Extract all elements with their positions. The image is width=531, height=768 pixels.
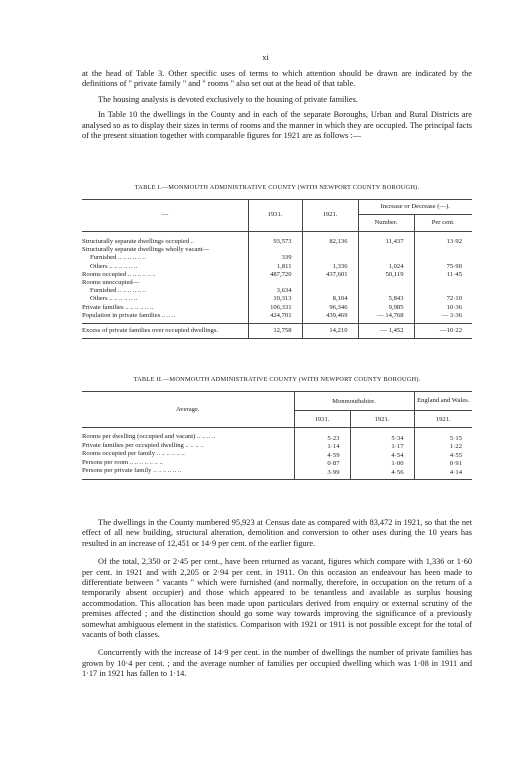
table-row [82,442,472,451]
cell-1921: 82,136 [302,238,358,246]
row-label: Private families .. [82,303,129,311]
table-row [82,312,472,324]
cell-percent: — 3·36 [414,312,472,324]
header-1921: 1921. [350,411,414,428]
cell-1931: 93,573 [248,238,302,246]
cell-1921: 5·34 [350,433,414,442]
cell-1921: 4·54 [350,450,414,459]
leader-dots: .. .. .. .. [185,441,204,449]
table-row [82,263,472,271]
row-label: Population in private families .. [82,311,166,319]
cell-1921: 4·56 [350,467,414,479]
page-number: xi [262,52,269,62]
cell-1931: 3,634 [248,287,302,295]
cell-percent: 10·36 [414,304,472,312]
row-label: Others [90,262,108,270]
row-label: Structurally separate dwellings occupied [82,238,190,245]
header-monmouthshire: Monmouthshire. [294,392,414,411]
leader-dots: .. [190,238,195,245]
cell-number: — 14,768 [358,312,414,324]
header-1921-ew: 1921. [414,411,472,428]
cell-ew-1921: 1·22 [414,442,472,451]
leader-dots: .. .. .. .. .. .. [109,295,138,303]
row-label: Private families per occupied dwelling [82,441,184,449]
cell-number: 5,843 [358,295,414,303]
row-label: Rooms unoccupied— [82,279,140,287]
cell-1921: 8,104 [302,295,358,303]
leader-dots: .. .. .. .. .. [132,270,156,278]
leader-dots: .. .. .. .. .. .. [153,467,182,475]
cell-1931: 10,313 [248,295,302,303]
cell-1931: 1,811 [248,263,302,271]
cell-1931: 1·14 [294,442,350,451]
row-label: Rooms per dwelling (occupied and vacant) [82,433,196,440]
header-1931: 1931. [248,200,302,232]
table-row [82,246,472,254]
cell-ew-1921: 0·91 [414,459,472,468]
cell-1921: 1·00 [350,459,414,468]
header-change: Increase or Decrease (—). [358,200,472,215]
leader-dots: .. .. .. .. [197,433,216,440]
table-row [82,304,472,312]
table-row [82,459,472,468]
cell-1921: 437,601 [302,271,358,279]
table-2 [82,391,472,480]
row-label: Others [90,295,108,303]
leader-dots: .. .. .. .. .. [130,303,154,311]
header-1921: 1921. [302,200,358,232]
row-label: Furnished [90,254,117,262]
cell-1921: 1·17 [350,442,414,451]
leader-dots: .. .. .. .. .. .. [118,254,147,262]
cell-1931: 339 [248,254,302,262]
cell-1921: 96,346 [302,304,358,312]
cell-1931: 5·23 [294,433,350,442]
header-1931: 1931. [294,411,350,428]
cell-1931: 487,720 [248,271,302,279]
leader-dots: .. .. .. .. .. .. [118,287,147,295]
paragraph-4: The dwellings in the County numbered 95,923 at Census date as compared with 83,472 in 1921, so that the net effect of all new building, structural alteration, demolition and conversion to other uses during the 10 years has resulted in an increase of 12,451 or 14·9 per cent. of the earlier figure. [82,518,472,548]
cell-1921: 439,469 [302,312,358,324]
cell-1931: 12,758 [248,324,302,339]
table-row [82,271,472,279]
paragraph-6: Concurrently with the increase of 14·9 per cent. in the number of dwellings the number of private families has grown by 10·4 per cent. ; and the average number of families per occupied dwelling which was 1·08 in 1911 and 1·17 in 1921 has fallen to 1·14. [82,648,472,679]
cell-percent: 13·92 [414,238,472,246]
leader-dots: .. .. .. .. .. .. [109,262,138,270]
cell-1931: 106,331 [248,304,302,312]
table-row [82,287,472,295]
cell-number: 50,119 [358,271,414,279]
paragraph-3: In Table 10 the dwellings in the County and in each of the separate Boroughs, Urban and Rural Districts are analysed so as to display their sizes in terms of rooms and the manner in which they are occupied. The principal facts of the present situation together with comparable figures for 1921 are as follows :— [82,110,472,141]
cell-number: 11,437 [358,238,414,246]
cell-1931: 4·59 [294,450,350,459]
table-row [82,254,472,262]
cell-percent: 72·10 [414,295,472,303]
row-label: Persons per private family [82,467,152,475]
paragraph-1: at the head of Table 3. Other specific uses of terms to which attention should be drawn are indicated by the definitions of " private family " and " rooms " also set out at the head of that table. [82,69,472,89]
cell-1931: 0·87 [294,459,350,468]
table-1-caption: TABLE I.—MONMOUTH ADMINISTRATIVE COUNTY (WITH NEWPORT COUNTY BOROUGH). [134,184,420,191]
row-label: Persons per room [82,458,129,466]
table-row [82,324,472,339]
cell-percent: —10·22 [414,324,472,339]
cell-1931: 3·99 [294,467,350,479]
table-row [82,467,472,479]
row-label: Furnished [90,287,117,295]
table-row [82,238,472,246]
table-row [82,295,472,303]
header-number: Number. [358,215,414,232]
table-1 [82,199,472,339]
cell-1921: 1,336 [302,263,358,271]
table-row [82,450,472,459]
leader-dots: .. .. .. .. .. .. [156,450,185,458]
cell-percent: 75·90 [414,263,472,271]
row-label: Excess of private families over occupied dwellings. [82,324,248,339]
cell-1921: 14,210 [302,324,358,339]
row-label: Rooms occupied per family [82,450,156,458]
body-paragraphs [82,518,472,680]
leader-dots: .. .. [166,311,176,319]
header-percent: Per cent. [414,215,472,232]
row-label: Rooms occupied .. [82,270,132,278]
stub-header-dash: — [82,200,248,232]
header-average: Average. [82,392,294,428]
table-2-caption: TABLE II.—MONMOUTH ADMINISTRATIVE COUNTY (WITH NEWPORT COUNTY BOROUGH). [133,376,421,383]
intro-paragraphs [82,69,472,141]
leader-dots: .. .. .. .. .. .. .. [129,458,163,466]
cell-ew-1921: 4·55 [414,450,472,459]
cell-number: — 1,452 [358,324,414,339]
cell-number: 9,985 [358,304,414,312]
cell-ew-1921: 4·14 [414,467,472,479]
paragraph-2: The housing analysis is devoted exclusively to the housing of private families. [98,94,358,104]
row-label: Structurally separate dwellings wholly vacant— [82,246,210,254]
table-row [82,279,472,287]
cell-ew-1921: 5·15 [414,433,472,442]
paragraph-5: Of the total, 2,350 or 2·45 per cent., have been returned as vacant, figures which compare with 1,336 or 1·60 per cent. in 1921 and with 2,205 or 2·94 per cent. in 1911. On this occasion an endeavour has been made to differentiate between " vacants " which were furnished (and normally, therefore, in occupation on the return of a temporarily absent occupier) and those which appeared to be tenantless and available as surplus housing accommodation. This allocation has been made upon particulars derived from enquiry or external scrutiny of the premises affected ; and the distinction should go some way towards improving the significance of a previously somewhat ambiguous element in the statistics. Comparison with 1921 or 1911 is not possible except for the total of vacants of both classes. [82,557,472,640]
cell-number: 1,024 [358,263,414,271]
cell-percent: 11·45 [414,271,472,279]
header-england-wales: England and Wales. [414,392,472,411]
cell-1931: 424,701 [248,312,302,324]
table-row [82,433,472,442]
